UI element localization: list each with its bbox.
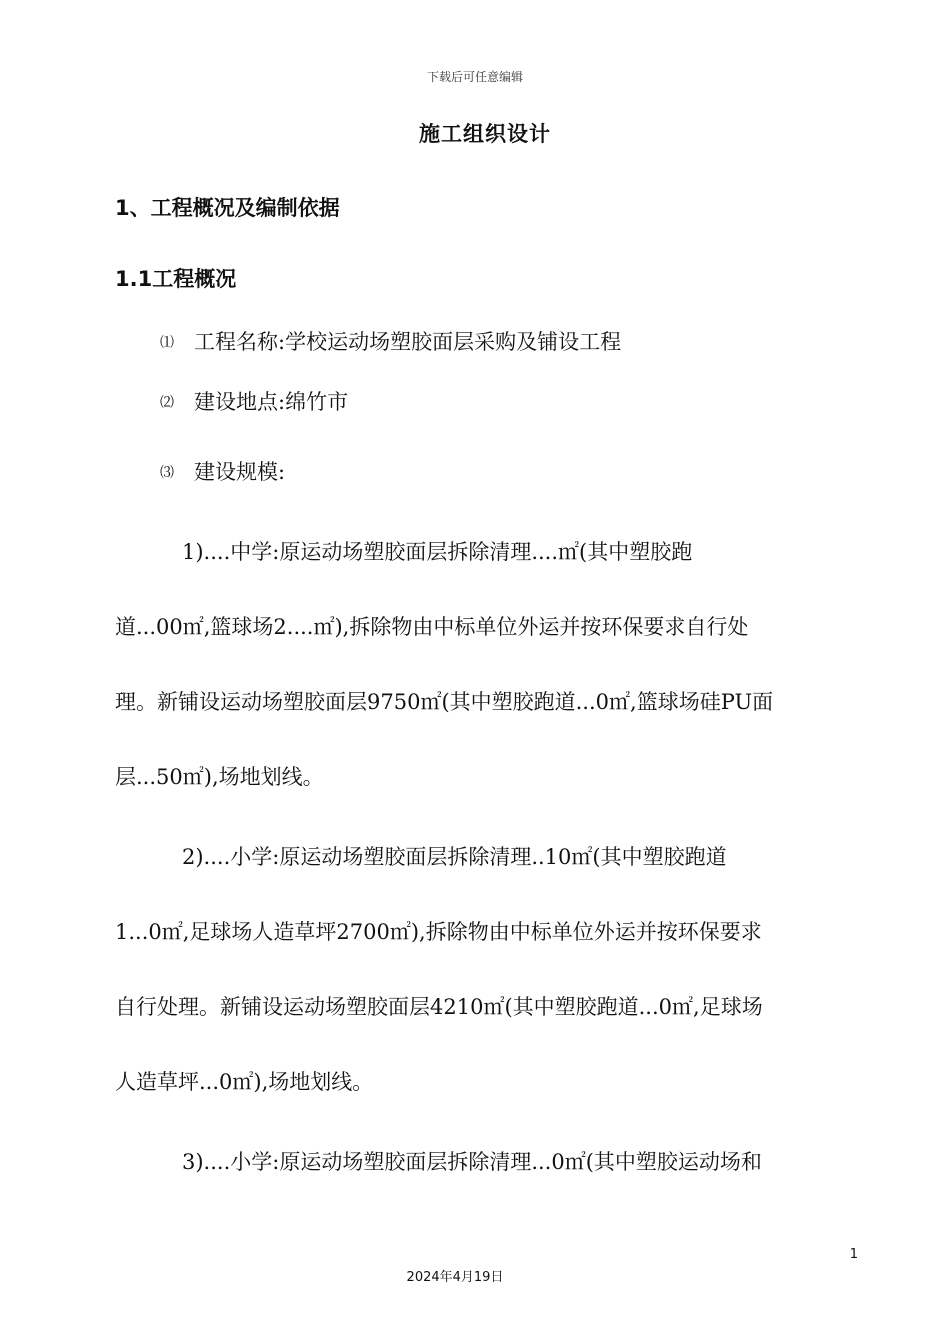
- list-item-location: [160, 386, 348, 416]
- document-title: 施工组织设计: [419, 122, 551, 146]
- page-header: 下载后可任意编辑: [426, 70, 523, 84]
- paragraph-line: 理。新铺设运动场塑胶面层9750㎡(其中塑胶跑道...0㎡,篮球场硅PU面: [115, 690, 774, 714]
- list-item-scale: [160, 456, 285, 486]
- list-item-text: 工程名称:学校运动场塑胶面层采购及铺设工程: [194, 330, 622, 354]
- paragraph-line: 层...50㎡),场地划线。: [115, 765, 324, 789]
- list-number: ⑶: [160, 465, 174, 481]
- list-item-project-name: [160, 326, 621, 356]
- page-number: 1: [849, 1247, 858, 1262]
- paragraph-line: 1...0㎡,足球场人造草坪2700㎡),拆除物由中标单位外运并按环保要求: [115, 920, 762, 944]
- section-heading-1-1: 1.1工程概况: [115, 267, 237, 291]
- paragraph-line: 道...00㎡,篮球场2....㎡),拆除物由中标单位外运并按环保要求自行处: [115, 615, 749, 639]
- list-number: ⑵: [160, 395, 174, 411]
- section-heading-1: 1、工程概况及编制依据: [115, 196, 340, 220]
- list-item-text: 建设规模:: [194, 460, 286, 484]
- paragraph-line: 自行处理。新铺设运动场塑胶面层4210㎡(其中塑胶跑道...0㎡,足球场: [115, 995, 763, 1019]
- paragraph-line: 1)....中学:原运动场塑胶面层拆除清理....㎡(其中塑胶跑: [182, 540, 693, 564]
- page-footer-date: 2024年4月19日: [406, 1270, 504, 1285]
- paragraph-line: 3)....小学:原运动场塑胶面层拆除清理...0㎡(其中塑胶运动场和: [182, 1150, 762, 1174]
- list-item-text: 建设地点:绵竹市: [194, 390, 349, 414]
- paragraph-line: 人造草坪...0㎡),场地划线。: [115, 1070, 374, 1094]
- list-number: ⑴: [160, 335, 174, 351]
- paragraph-line: 2)....小学:原运动场塑胶面层拆除清理..10㎡(其中塑胶跑道: [182, 845, 727, 869]
